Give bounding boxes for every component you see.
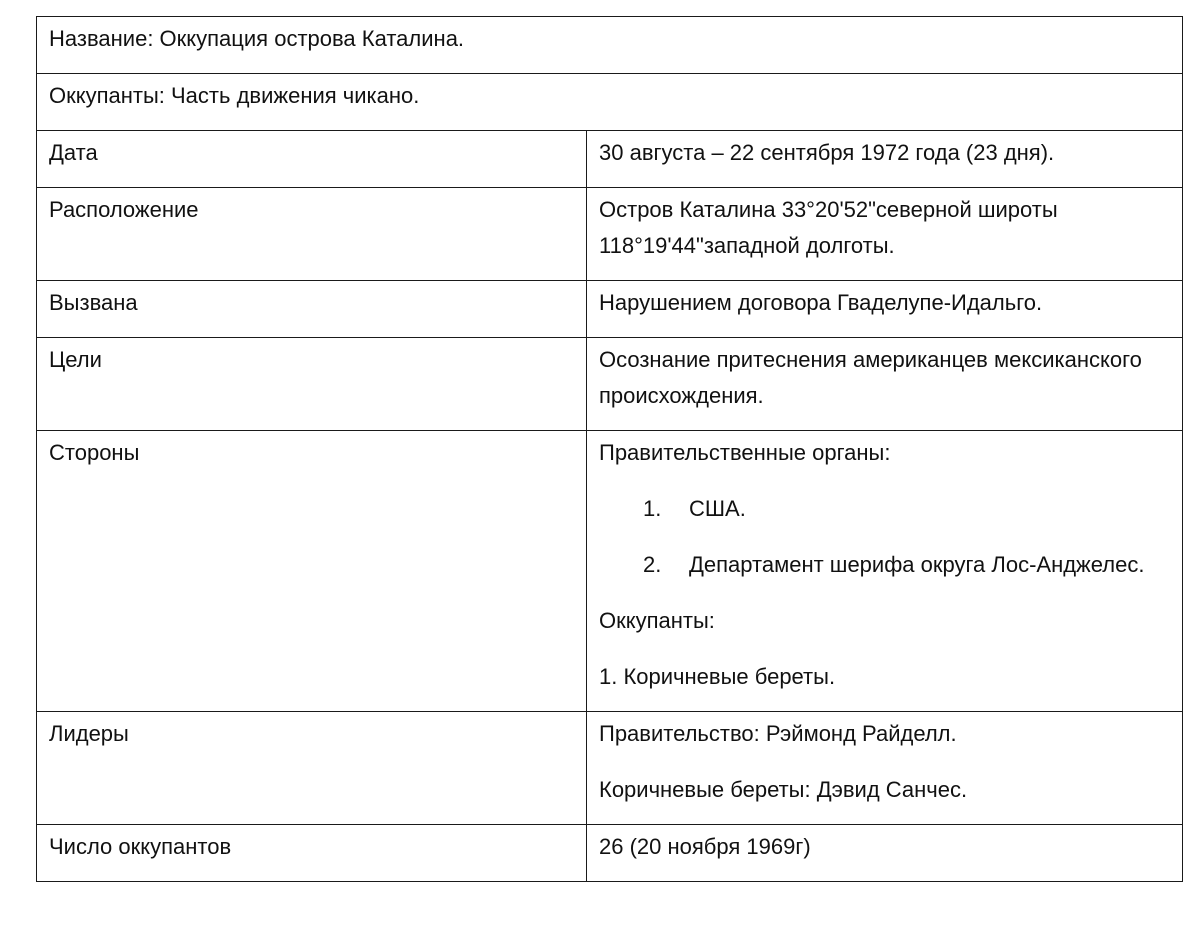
list-item [599,491,1170,527]
list-item-number: 1. [643,496,662,521]
list-item-text: США. [689,496,746,521]
table-row-leaders [37,712,1183,825]
cause-value: Нарушением договора Гваделупе-Идальго. [587,281,1183,338]
leaders-gov: Правительство: Рэймонд Райделл. [599,721,957,746]
sides-label: Стороны [37,431,587,712]
leaders-value [587,712,1183,825]
count-value: 26 (20 ноября 1969г) [587,825,1183,882]
sides-gov-heading: Правительственные органы: [599,440,891,465]
table-row-location [37,188,1183,281]
title-cell [37,17,1183,74]
info-table [36,16,1183,882]
table-row-sides [37,431,1183,712]
list-item [599,547,1170,583]
list-item-text: Департамент шерифа округа Лос-Анджелес. [689,552,1145,577]
sides-occ-item: 1. Коричневые береты. [599,664,836,689]
table-row-count [37,825,1183,882]
goals-label: Цели [37,338,587,431]
occupants-row [37,74,1183,131]
location-label: Расположение [37,188,587,281]
count-label: Число оккупантов [37,825,587,882]
occupants-cell [37,74,1183,131]
sides-value [587,431,1183,712]
table-row-date [37,131,1183,188]
leaders-occ: Коричневые береты: Дэвид Санчес. [599,777,968,802]
date-value: 30 августа – 22 сентября 1972 года (23 дня). [587,131,1183,188]
table-row-cause [37,281,1183,338]
table-row-goals [37,338,1183,431]
sides-occ-heading: Оккупанты: [599,608,715,633]
sides-gov-list [599,491,1170,583]
location-value: Остров Каталина 33°20'52"северной широты 118°19'44"западной долготы. [587,188,1183,281]
goals-value: Осознание притеснения американцев мексиканского происхождения. [587,338,1183,431]
occupants-text: Оккупанты: Часть движения чикано. [49,83,420,108]
leaders-label: Лидеры [37,712,587,825]
title-text: Название: Оккупация острова Каталина. [49,26,465,51]
list-item-number: 2. [643,552,662,577]
cause-label: Вызвана [37,281,587,338]
title-row [37,17,1183,74]
date-label: Дата [37,131,587,188]
